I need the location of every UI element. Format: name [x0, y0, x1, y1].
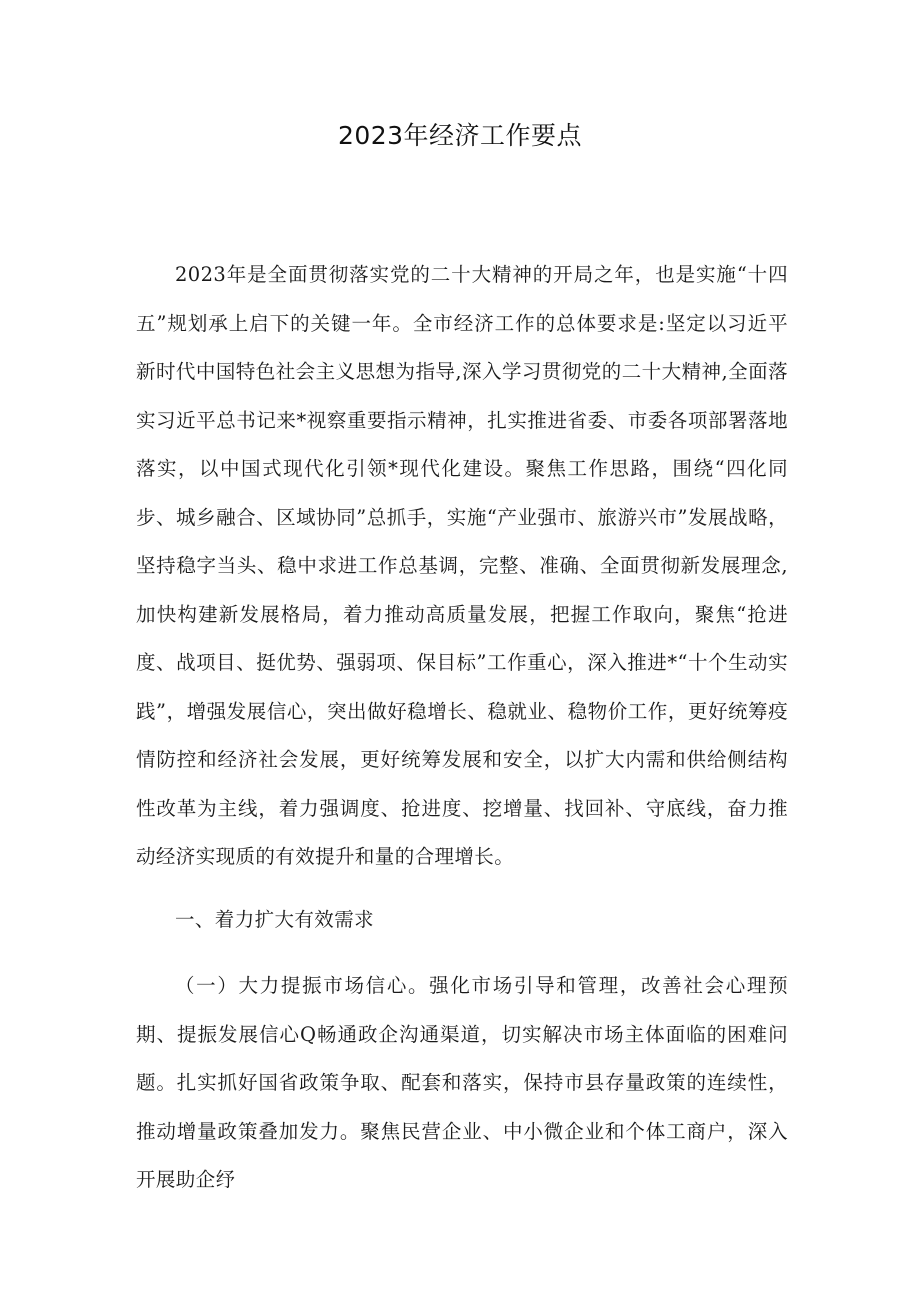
section-heading-1: 一、着力扩大有效需求: [175, 908, 375, 931]
paragraph-section-1-item-1: （一）大力提振市场信心。强化市场引导和管理，改善社会心理预期、提振发展信心Q畅通政企沟通渠道，切实解决市场主体面临的困难问题。扎实抓好国省政策争取、配套和落实，保持市县存量政策的连续性，推动增量政策叠加发力。聚焦民营企业、中小微企业和个体工商户，深入开展助企纾: [136, 974, 788, 1191]
document-title: 2023年经济工作要点: [337, 121, 583, 150]
paragraph-intro: 2023年是全面贯彻落实党的二十大精神的开局之年，也是实施“十四五”规划承上启下的关键一年。全市经济工作的总体要求是:坚定以习近平新时代中国特色社会主义思想为指导,深入学习贯彻党的二十大精神,全面落实习近平总书记来*视察重要指示精神，扎实推进省委、市委各项部署落地落实，以中国式现代化引领*现代化建设。聚焦工作思路，围绕“四化同步、城乡融合、区域协同”总抓手，实施“产业强市、旅游兴市”发展战略，坚持稳字当头、稳中求进工作总基调，完整、准确、全面贯彻新发展理念,加快构建新发展格局，着力推动高质量发展，把握工作取向，聚焦“抢进度、战项目、挺优势、强弱项、保目标”工作重心，深入推进*“十个生动实践”，增强发展信心，突出做好稳增长、稳就业、稳物价工作，更好统筹疫情防控和经济社会发展，更好统筹发展和安全，以扩大内需和供给侧结构性改革为主线，着力强调度、抢进度、挖增量、找回补、守底线，奋力推动经济实现质的有效提升和量的合理增长。: [136, 263, 788, 868]
